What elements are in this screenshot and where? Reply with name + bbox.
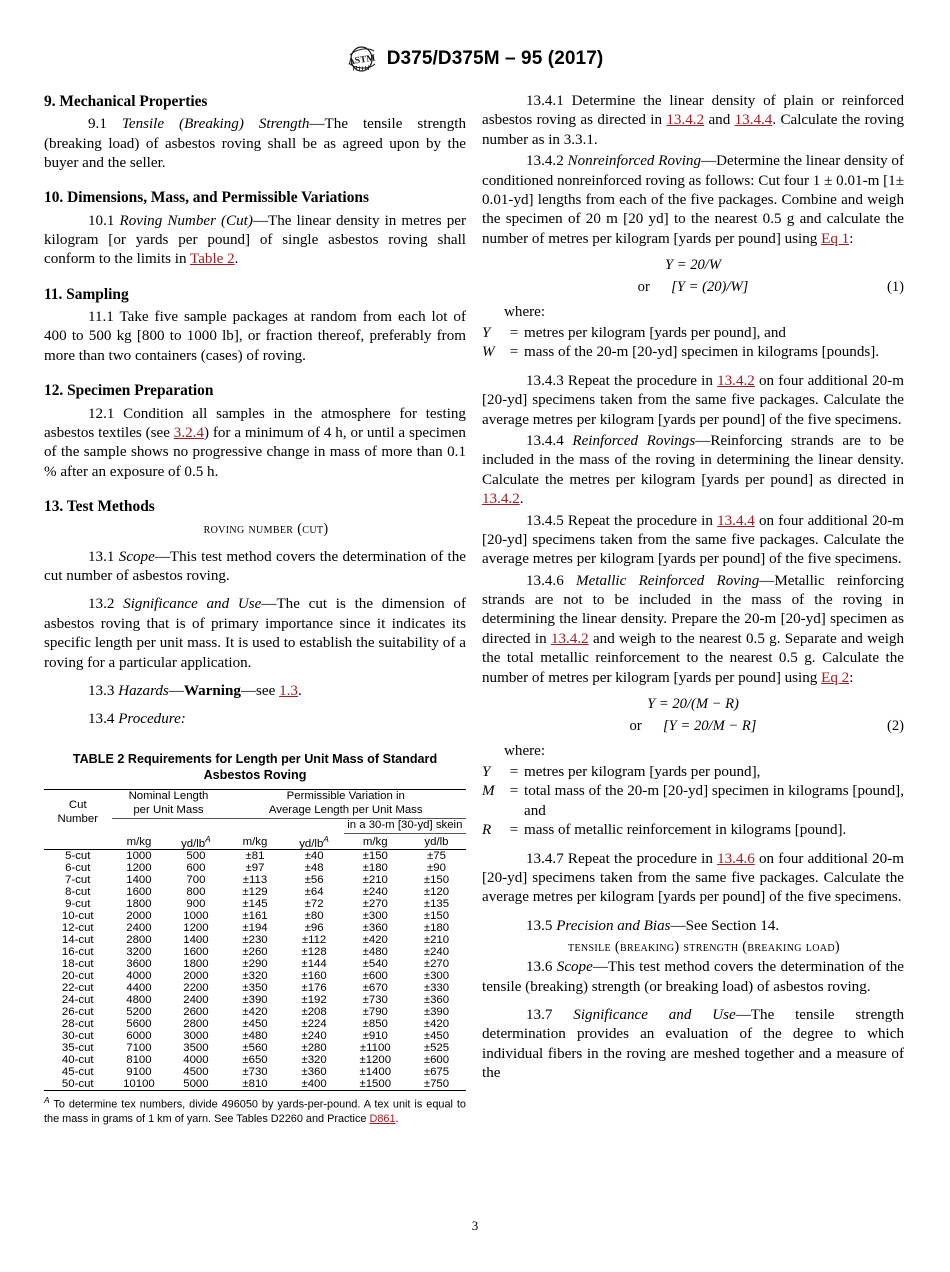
cell-variation-mkg: ±320: [242, 970, 268, 983]
cell-variation-ydlb: ±56: [304, 874, 324, 887]
table-2-container: [44, 752, 466, 1126]
cell-cut-number: 20-cut: [61, 970, 94, 983]
para-title: Tensile (Breaking) Strength: [121, 116, 310, 133]
cell-skein-mkg: ±850: [362, 1018, 388, 1031]
para-title: Significance and Use: [123, 596, 262, 613]
cell-variation-ydlb: ±280: [301, 1042, 327, 1055]
cell-variation-ydlb: ±96: [304, 922, 324, 935]
cell-variation-ydlb: ±208: [301, 1006, 327, 1019]
cell-variation-ydlb: ±176: [301, 982, 327, 995]
paragraph-10-1: 10.1 Roving Number (Cut)—The linear density in metres per kilogram [or yards per pound] of single asbestos roving shall conform to the limits in Table 2.: [44, 212, 466, 268]
cell-cut-number: 7-cut: [65, 874, 91, 887]
cell-skein-ydlb: ±360: [423, 994, 450, 1007]
table-row: [44, 1030, 466, 1042]
table-row: [44, 850, 466, 863]
header-permissible-variation: Permissible Variation in Average Length per Unit Mass: [225, 790, 466, 819]
cell-skein-ydlb: ±75: [426, 850, 446, 863]
cell-skein-mkg: ±910: [362, 1030, 388, 1043]
cell-cut-number: 45-cut: [61, 1066, 94, 1079]
cell-cut-number: 16-cut: [61, 946, 94, 959]
cell-variation-mkg: ±81: [245, 850, 265, 863]
link-d861[interactable]: D861: [369, 1113, 396, 1126]
para-number: 9.1: [88, 116, 107, 133]
table-row: [44, 982, 466, 994]
cell-variation-mkg: ±810: [242, 1078, 268, 1091]
para-title: Nonreinforced Roving: [567, 153, 702, 170]
paragraph-13-1: 13.1 Scope—This test method covers the determination of the cut number of asbestos roving.: [44, 548, 466, 584]
cell-nominal-mkg: 2000: [126, 910, 152, 923]
cell-variation-ydlb: ±80: [304, 910, 324, 923]
cell-nominal-ydlb: 2800: [183, 1018, 209, 1031]
definition-equals: =: [509, 344, 519, 361]
cell-skein-ydlb: ±450: [423, 1030, 450, 1043]
cell-skein-ydlb: ±600: [423, 1054, 450, 1067]
definition-row: [482, 782, 904, 821]
cell-skein-ydlb: ±150: [423, 910, 450, 923]
cell-variation-ydlb: ±240: [301, 1030, 327, 1043]
table-row: [44, 934, 466, 946]
cell-nominal-mkg: 1400: [126, 874, 152, 887]
cell-variation-ydlb: ±160: [301, 970, 327, 983]
table-row: [44, 862, 466, 874]
cell-variation-mkg: ±290: [242, 958, 268, 971]
cell-skein-mkg: ±1200: [359, 1054, 392, 1067]
equation-2-number: (2): [886, 717, 904, 734]
cell-nominal-mkg: 5200: [126, 1006, 152, 1019]
cell-variation-ydlb: ±360: [301, 1066, 327, 1079]
cell-nominal-ydlb: 2000: [183, 970, 209, 983]
cell-nominal-ydlb: 4500: [183, 1066, 209, 1079]
table-2-head: [44, 790, 466, 850]
subheading-tensile-strength: tensile (breaking) strength (breaking load): [567, 939, 840, 956]
unit-nominal-ydlb: $yd/lb^A$: [181, 833, 211, 850]
equation-2-or: or: [629, 717, 642, 734]
cell-cut-number: 18-cut: [61, 958, 94, 971]
cell-skein-ydlb: ±90: [426, 862, 446, 875]
cell-variation-ydlb: ±64: [304, 886, 324, 899]
paragraph-9-1: 9.1 Tensile (Breaking) Strength—The tensile strength (breaking load) of asbestos roving shall be as agreed upon by the buyer and the seller.: [44, 116, 466, 172]
link-eq-1[interactable]: Eq 1: [821, 230, 850, 247]
para-number: 13.2: [88, 596, 115, 613]
table-row: [44, 970, 466, 982]
section-12-heading: 12. Specimen Preparation: [44, 382, 214, 400]
table-row: [44, 994, 466, 1006]
cell-nominal-ydlb: 5000: [183, 1078, 209, 1091]
cell-cut-number: 26-cut: [61, 1006, 94, 1019]
table-row: [44, 1078, 466, 1091]
table-2-title: TABLE 2 Requirements for Length per Unit Mass of Standard Asbestos Roving: [72, 752, 438, 782]
cell-variation-mkg: ±650: [242, 1054, 268, 1067]
cell-skein-mkg: ±180: [362, 862, 388, 875]
cell-variation-mkg: ±560: [242, 1042, 268, 1055]
paragraph-13-2: 13.2 Significance and Use—The cut is the dimension of asbestos roving that is of primary importance since it indicates its specific length per unit mass. It is used to establish the suitability of a roving for a particular application.: [44, 596, 466, 671]
cell-skein-mkg: ±1400: [359, 1066, 392, 1079]
table-row: [44, 1054, 466, 1066]
para-number: 12.1: [88, 405, 115, 422]
cell-skein-ydlb: ±240: [423, 946, 450, 959]
para-title: Procedure:: [118, 711, 186, 728]
para-number: 13.4.4: [526, 432, 564, 449]
para-number: 13.6: [526, 959, 553, 976]
cell-cut-number: 24-cut: [61, 994, 94, 1007]
table-row: [44, 1018, 466, 1030]
para-number: 13.3: [88, 682, 115, 699]
page-header: [0, 46, 950, 72]
para-title: Metallic Reinforced Roving: [576, 572, 760, 589]
definition-symbol: M: [482, 783, 495, 800]
para-title: Reinforced Rovings: [572, 432, 696, 449]
cell-cut-number: 14-cut: [61, 934, 94, 947]
para-title: Significance and Use: [573, 1007, 736, 1024]
cell-nominal-mkg: 1800: [126, 898, 152, 911]
table-row: [44, 910, 466, 922]
para-number: 13.4.6: [526, 572, 564, 589]
cell-cut-number: 50-cut: [61, 1078, 94, 1091]
cell-skein-ydlb: ±300: [423, 970, 450, 983]
cell-variation-mkg: ±230: [242, 934, 268, 947]
warning-label: Warning: [183, 682, 241, 699]
header-nominal-length: Nominal Length per Unit Mass: [112, 790, 226, 819]
link-13-4-4[interactable]: 13.4.4: [717, 512, 755, 529]
definition-symbol: Y: [482, 763, 491, 780]
definition-row: [482, 821, 904, 840]
cell-skein-ydlb: ±525: [423, 1042, 450, 1055]
unit-skein-ydlb: yd/lb: [424, 835, 449, 848]
cell-nominal-ydlb: 800: [186, 886, 206, 899]
cell-skein-mkg: ±150: [362, 850, 388, 863]
cell-nominal-ydlb: 600: [186, 862, 206, 875]
cell-cut-number: 10-cut: [61, 910, 94, 923]
footnote-marker: A: [205, 833, 211, 844]
section-13-heading: 13. Test Methods: [44, 498, 155, 516]
cell-variation-mkg: ±260: [242, 946, 268, 959]
footnote-marker: A: [44, 1095, 50, 1106]
table-row: [44, 1066, 466, 1078]
cell-cut-number: 30-cut: [61, 1030, 94, 1043]
equation-1-number: (1): [886, 278, 904, 295]
paragraph-13-4: [44, 710, 466, 729]
link-13-4-2[interactable]: 13.4.2: [550, 630, 589, 647]
right-column: [482, 92, 904, 1086]
cell-variation-mkg: ±350: [242, 982, 268, 995]
unit-nominal-mkg: m/kg: [126, 835, 152, 848]
cell-nominal-ydlb: 3000: [183, 1030, 209, 1043]
link-13-4-2[interactable]: 13.4.2: [482, 491, 520, 508]
cell-skein-mkg: ±540: [362, 958, 388, 971]
cell-skein-ydlb: ±330: [423, 982, 450, 995]
cell-nominal-mkg: 2800: [126, 934, 152, 947]
cell-nominal-ydlb: 3500: [183, 1042, 209, 1055]
cell-cut-number: 9-cut: [65, 898, 91, 911]
para-number: 13.1: [88, 548, 115, 565]
cell-variation-ydlb: ±72: [304, 898, 324, 911]
cell-variation-ydlb: ±112: [301, 934, 327, 947]
section-9-heading: 9. Mechanical Properties: [44, 93, 208, 110]
cell-variation-mkg: ±145: [242, 898, 268, 911]
cell-skein-ydlb: ±675: [423, 1066, 450, 1079]
table-header-row-1: [44, 790, 466, 819]
link-1-3[interactable]: 1.3: [279, 682, 298, 699]
cell-skein-mkg: ±790: [362, 1006, 388, 1019]
cell-nominal-mkg: 6000: [126, 1030, 152, 1043]
definition-text: mass of metallic reinforcement in kilograms [pound].: [524, 822, 847, 839]
link-table-2[interactable]: Table 2: [190, 251, 235, 268]
paragraph-11-1: 11.1 Take five sample packages at random from each lot of 400 to 500 kg [800 to 1000 lb], or fraction thereof, preferably from more than two containers (cases) of roving.: [44, 309, 466, 364]
cell-cut-number: 5-cut: [65, 850, 91, 863]
cell-skein-mkg: ±270: [362, 898, 388, 911]
cell-skein-mkg: ±670: [362, 982, 388, 995]
definition-symbol: W: [482, 344, 495, 361]
para-title: Scope: [556, 959, 593, 976]
document-title: D375/D375M – 95 (2017): [386, 48, 604, 69]
unit-var-mkg: m/kg: [242, 835, 268, 848]
paragraph-13-3: 13.3 Hazards—Warning—see 1.3.: [44, 682, 466, 701]
paragraph-13-4-6: 13.4.6 Metallic Reinforced Roving—Metallic reinforcing strands are not to be included in the mass of the roving in determining the linear density. Prepare the 20-m [20-yd] specimen as directed in 13.4.2 and weigh to the nearest 0.5 g. Separate and weigh the total metallic reinforcement to the nearest 0.5 g. Calculate the number of metres per kilogram [yards per pound] using Eq 2:: [482, 572, 904, 686]
cell-nominal-ydlb: 1000: [183, 910, 209, 923]
table-row: [44, 898, 466, 910]
equation-2-line-2-row: [482, 717, 904, 736]
cell-variation-mkg: ±194: [242, 922, 268, 935]
cell-skein-ydlb: ±210: [423, 934, 450, 947]
cell-skein-ydlb: ±750: [423, 1078, 450, 1091]
equation-2-block: [482, 695, 904, 736]
cell-skein-mkg: ±420: [362, 934, 388, 947]
equation-2-definitions: [482, 763, 904, 841]
cell-skein-mkg: ±300: [362, 910, 388, 923]
astm-roundel-icon: [347, 46, 377, 72]
cell-variation-mkg: ±450: [242, 1018, 268, 1031]
table-2: [44, 789, 466, 1091]
cell-nominal-ydlb: 1200: [183, 922, 209, 935]
definition-equals: =: [509, 325, 519, 342]
cell-skein-mkg: ±1100: [359, 1042, 391, 1055]
paragraph-13-4-1: 13.4.1 Determine the linear density of plain or reinforced asbestos roving as directed in 13.4.2 and 13.4.4. Calculate the roving number as in 3.3.1.: [482, 93, 904, 148]
cell-variation-mkg: ±420: [242, 1006, 268, 1019]
cell-variation-ydlb: ±144: [301, 958, 327, 971]
cell-nominal-mkg: 2400: [126, 922, 152, 935]
cell-skein-mkg: ±240: [362, 886, 388, 899]
cell-variation-ydlb: ±192: [301, 994, 327, 1007]
cell-nominal-mkg: 10100: [123, 1078, 155, 1091]
cell-nominal-mkg: 3600: [126, 958, 152, 971]
cell-nominal-mkg: 7100: [126, 1042, 152, 1055]
cell-variation-mkg: ±129: [242, 886, 268, 899]
header-cut-number-line1: Cut: [68, 799, 87, 812]
link-13-4-2[interactable]: 13.4.2: [666, 112, 705, 129]
cell-nominal-ydlb: 900: [186, 898, 206, 911]
equation-1-definitions: [482, 324, 904, 363]
cell-nominal-ydlb: 2400: [183, 994, 209, 1007]
cell-skein-mkg: ±480: [362, 946, 388, 959]
para-number: 13.5: [526, 917, 553, 934]
paragraph-12-1: 12.1 Condition all samples in the atmosphere for testing asbestos textiles (see 3.2.4) for a minimum of 4 h, or until a specimen of the sample shows no progressive change in mass of more than 0.1 % after an exposure of 0.5 h.: [44, 405, 466, 480]
section-10-heading: 10. Dimensions, Mass, and Permissible Variations: [44, 189, 369, 207]
cell-nominal-ydlb: 4000: [183, 1054, 209, 1067]
paragraph-13-4-2: 13.4.2 Nonreinforced Roving—Determine the linear density of conditioned nonreinforced roving as follows: Cut four 1 ± 0.01-m [1± 0.01-yd] lengths from each of the five packages. Combine and weigh the specimen of 20 m [20 yd] to the nearest 0.5 g and calculate the number of metres per kilogram [yards per pound] using Eq 1:: [482, 153, 905, 247]
cell-variation-ydlb: ±128: [301, 946, 327, 959]
para-number: 13.4.7: [526, 850, 564, 867]
cell-variation-ydlb: ±40: [304, 850, 324, 863]
cell-skein-mkg: ±1500: [359, 1078, 392, 1091]
where-label-1: where:: [504, 303, 546, 320]
cell-nominal-ydlb: 500: [186, 850, 206, 863]
cell-nominal-ydlb: 1800: [183, 958, 209, 971]
paragraph-13-5: 13.5 Precision and Bias—See Section 14.: [482, 917, 904, 936]
cell-nominal-mkg: 1200: [126, 862, 152, 875]
equation-1-or: or: [637, 278, 650, 295]
cell-skein-ydlb: ±180: [423, 922, 450, 935]
header-cut-number-line2: Number: [57, 813, 99, 826]
link-13-4-6[interactable]: 13.4.6: [717, 850, 755, 867]
table-2-body: [44, 850, 466, 1091]
paragraph-13-4-4: 13.4.4 Reinforced Rovings—Reinforcing strands are to be included in the mass of the roving in determining the linear density. Calculate the metres per kilogram [yards per pound] as directed in 13.4.2.: [482, 432, 904, 508]
header-skein: in a 30-m [30-yd] skein: [344, 819, 466, 834]
table-row: [44, 874, 466, 886]
section-11-heading: 11. Sampling: [44, 285, 129, 303]
cell-nominal-mkg: 4800: [126, 994, 152, 1007]
para-title: Scope: [118, 548, 155, 565]
cell-skein-ydlb: ±390: [423, 1006, 450, 1019]
cell-nominal-mkg: 3200: [126, 946, 152, 959]
cell-skein-mkg: ±360: [362, 922, 388, 935]
cell-variation-ydlb: ±48: [304, 862, 324, 875]
cell-skein-ydlb: ±270: [423, 958, 450, 971]
cell-variation-mkg: ±113: [242, 874, 268, 887]
cell-nominal-mkg: 9100: [126, 1066, 152, 1079]
cell-nominal-ydlb: 1400: [183, 934, 209, 947]
left-column: [44, 92, 466, 732]
cell-cut-number: 22-cut: [61, 982, 94, 995]
para-number: 10.1: [88, 212, 115, 229]
paragraph-13-6: 13.6 Scope—This test method covers the determination of the tensile (breaking) strength (or breaking load) of asbestos roving.: [482, 959, 904, 995]
footnote-marker: A: [323, 833, 329, 844]
para-number: 13.4.2: [526, 153, 564, 170]
para-number: 13.4.3: [526, 372, 564, 389]
definition-equals: =: [509, 783, 519, 800]
para-title: Roving Number (Cut): [119, 212, 253, 229]
cell-variation-mkg: ±390: [242, 994, 268, 1007]
cell-cut-number: 6-cut: [65, 862, 91, 875]
table-header-units-row: [44, 834, 466, 850]
definition-symbol: R: [482, 822, 492, 839]
table-2-footnote: $^A$ To determine tex numbers, divide 496050 by yards-per-pound. A tex unit is equal to the mass in grams of 1 km of yarn. See Tables D2260 and Practice D861.: [44, 1095, 466, 1126]
cell-skein-ydlb: ±150: [423, 874, 450, 887]
equation-1-line-1: Y = 20/W: [664, 257, 722, 274]
definition-text: metres per kilogram [yards per pound],: [524, 763, 761, 780]
cell-nominal-mkg: 8100: [126, 1054, 152, 1067]
link-3-2-4[interactable]: 3.2.4: [173, 424, 204, 441]
cell-nominal-ydlb: 1600: [183, 946, 209, 959]
cell-variation-ydlb: ±400: [301, 1078, 327, 1091]
definition-row: [482, 343, 904, 362]
link-13-4-2[interactable]: 13.4.2: [717, 372, 755, 389]
definition-equals: =: [509, 763, 519, 780]
paragraph-13-7: 13.7 Significance and Use—The tensile strength determination provides an evaluation of the degree to which individual fibers in the roving are meshed together and a measure of the: [482, 1007, 904, 1082]
cell-skein-mkg: ±730: [362, 994, 388, 1007]
cell-nominal-mkg: 4400: [126, 982, 152, 995]
cell-cut-number: 40-cut: [61, 1054, 94, 1067]
cell-nominal-ydlb: 2200: [183, 982, 209, 995]
paragraph-13-4-7: 13.4.7 Repeat the procedure in 13.4.6 on four additional 20-m [20-yd] specimens taken from the same five packages. Calculate the average metres per kilogram [yards per pound] of the five specimens.: [482, 850, 904, 906]
unit-skein-mkg: m/kg: [362, 835, 388, 848]
definition-text: mass of the 20-m [20-yd] specimen in kilograms [pounds].: [524, 344, 880, 361]
para-number: 13.7: [526, 1007, 553, 1024]
cell-cut-number: 28-cut: [61, 1018, 94, 1031]
para-title: Hazards: [118, 682, 169, 699]
equation-1-block: [482, 256, 904, 297]
svg-text:ASTM: ASTM: [347, 53, 376, 68]
cell-cut-number: 8-cut: [65, 886, 91, 899]
table-row: [44, 1042, 466, 1054]
equation-1-line-2-row: [482, 278, 904, 297]
definition-symbol: Y: [482, 325, 491, 342]
cell-variation-ydlb: ±224: [301, 1018, 327, 1031]
cell-skein-mkg: ±600: [362, 970, 388, 983]
cell-variation-ydlb: ±320: [301, 1054, 327, 1067]
paragraph-13-4-3: 13.4.3 Repeat the procedure in 13.4.2 on four additional 20-m [20-yd] specimens taken from the same five packages. Calculate the average metres per kilogram [yards per pound] of the five specimens.: [482, 372, 904, 428]
para-title: Precision and Bias: [556, 917, 671, 934]
unit-var-ydlb: $yd/lb^A$: [299, 833, 329, 850]
cell-nominal-mkg: 5600: [126, 1018, 152, 1031]
cell-nominal-mkg: 4000: [126, 970, 152, 983]
cell-nominal-ydlb: 2600: [183, 1006, 209, 1019]
para-number: 11.1: [88, 309, 114, 326]
definition-row: [482, 763, 904, 782]
cell-cut-number: 35-cut: [61, 1042, 94, 1055]
cell-nominal-ydlb: 700: [186, 874, 206, 887]
subheading-roving-number: roving number (cut): [203, 521, 329, 538]
table-row: [44, 1006, 466, 1018]
para-number: 13.4: [88, 711, 115, 728]
paragraph-13-4-5: 13.4.5 Repeat the procedure in 13.4.4 on four additional 20-m [20-yd] specimens taken from the same five packages. Calculate the average metres per kilogram [yards per pound] of the five specimens.: [482, 512, 904, 568]
definition-row: [482, 324, 904, 343]
cell-skein-mkg: ±210: [362, 874, 388, 887]
cell-nominal-mkg: 1000: [126, 850, 152, 863]
cell-skein-ydlb: ±135: [423, 898, 450, 911]
para-number: 13.4.5: [526, 512, 564, 529]
cell-variation-mkg: ±97: [245, 862, 265, 875]
equation-1-line-2: [Y = (20)/W]: [671, 278, 749, 295]
definition-text: total mass of the 20-m [20-yd] specimen in kilograms [pound], and: [524, 783, 904, 819]
cell-cut-number: 12-cut: [61, 922, 94, 935]
table-row: [44, 958, 466, 970]
where-label-2: where:: [504, 742, 546, 759]
cell-variation-mkg: ±480: [242, 1030, 268, 1043]
cell-skein-ydlb: ±420: [423, 1018, 450, 1031]
para-number: 13.4.1: [526, 93, 564, 109]
definition-text: metres per kilogram [yards per pound], and: [524, 325, 786, 342]
cell-nominal-mkg: 1600: [126, 886, 152, 899]
table-row: [44, 886, 466, 898]
link-13-4-4[interactable]: 13.4.4: [734, 112, 773, 129]
cell-variation-mkg: ±161: [242, 910, 268, 923]
page-number: 3: [471, 1218, 479, 1233]
table-row: [44, 922, 466, 934]
equation-2-line-1: Y = 20/(M − R): [647, 696, 739, 713]
definition-equals: =: [509, 822, 519, 839]
table-row: [44, 946, 466, 958]
equation-2-line-2: [Y = 20/M − R]: [663, 717, 757, 734]
cell-skein-ydlb: ±120: [423, 886, 450, 899]
link-eq-2[interactable]: Eq 2: [821, 669, 850, 686]
cell-variation-mkg: ±730: [242, 1066, 268, 1079]
